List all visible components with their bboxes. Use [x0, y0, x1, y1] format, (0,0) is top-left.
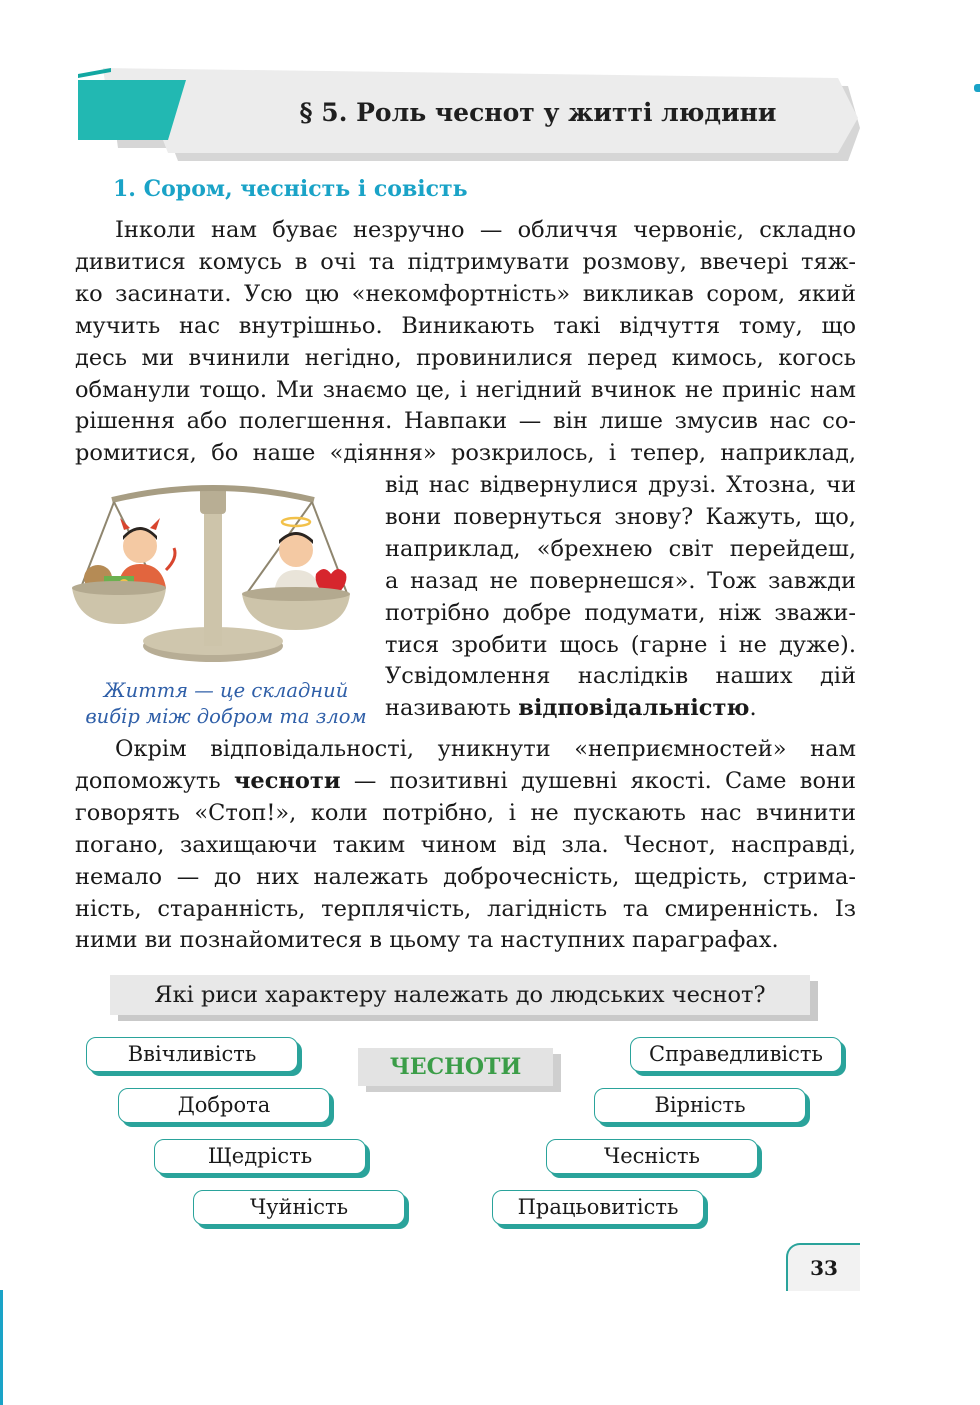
text-line: тися зробити щось (гарне і не дуже). [385, 631, 856, 658]
text-line: десь ми вчинили негідно, провинилися перед кимось, когось [75, 344, 856, 371]
chapter-header [78, 68, 863, 163]
virtue-pill-justice: Справедливість [630, 1037, 842, 1072]
term-virtues: чесноти [233, 767, 341, 794]
virtue-pill-diligence: Працьовитість [492, 1190, 704, 1225]
text-fragment: — позитивні душевні якості. Саме вони [340, 767, 856, 794]
paragraph-1 [75, 215, 856, 470]
text-line [75, 766, 856, 798]
virtue-pill-loyalty: Вірність [594, 1088, 806, 1123]
virtue-pill-kindness: Доброта [118, 1088, 330, 1123]
virtue-pill-generosity: Щедрість [154, 1139, 366, 1174]
text-line: вони повернуться знову? Кажуть, що, [385, 503, 856, 530]
text-line: ність, старанність, терплячість, лагідність та смиренність. Із [75, 895, 856, 922]
text-line: говорять «Стоп!», коли потрібно, і не пускають нас вчинити [75, 799, 856, 826]
text-line: мучить нас внутрішньо. Виникають такі відчуття тому, що [75, 312, 856, 339]
caption-line: Життя — це складний [103, 679, 349, 702]
section-title: 1. Сором, чесність і совість [113, 176, 468, 202]
text-line: наприклад, «брехнею світ перейдеш, [385, 535, 856, 562]
virtue-pill-sensitivity: Чуйність [193, 1190, 405, 1225]
text-line: немало — до них належать доброчесність, щедрість, стрима- [75, 863, 856, 890]
text-line: рішення або полегшення. Навпаки — він лише змусив нас со- [75, 408, 856, 435]
paragraph-1-wrap [385, 470, 856, 725]
scales-illustration [70, 478, 360, 678]
virtues-label: ЧЕСНОТИ [358, 1048, 553, 1086]
text-line: Інколи нам буває незручно — обличчя червоніє, складно [115, 217, 856, 243]
text-line: ко засинати. Усю цю «некомфортність» викликав сором, який [75, 280, 856, 307]
edge-marker [974, 84, 980, 92]
text-fragment: . [749, 695, 757, 722]
text-fragment: називають [385, 695, 519, 722]
text-line: потрібно добре подумати, ніж зважи- [385, 599, 856, 626]
scales-icon [70, 478, 360, 678]
term-responsibility: відповідальністю [518, 695, 750, 722]
caption-line: вибір між добром та злом [85, 705, 367, 728]
chapter-title: § 5. Роль чеснот у житті людини [299, 98, 777, 127]
virtue-pill-politeness: Ввічливість [86, 1037, 298, 1072]
text-line: Усвідомлення наслідків наших дій [385, 663, 856, 690]
page-number: 33 [786, 1243, 860, 1291]
text-line: дивитися комусь в очі та підтримувати розмову, ввечері тяж- [75, 248, 856, 275]
text-line: обманули тощо. Ми знаємо це, і негідний вчинок не приніс нам [75, 376, 856, 403]
text-line: ромитися, бо наше «діяння» розкрилось, і тепер, наприклад, [75, 440, 856, 467]
text-line: Окрім відповідальності, уникнути «неприємностей» нам [115, 736, 856, 762]
virtue-pill-honesty: Чесність [546, 1139, 758, 1174]
text-line: а назад не повернешся». Тож завжди [385, 567, 856, 594]
text-line: погано, захищаючи таким чином від зла. Чеснот, насправді, [75, 831, 856, 858]
paragraph-2 [75, 734, 856, 957]
text-line: ними ви познайомитеся в цьому та наступних параграфах. [75, 927, 779, 954]
text-line: від нас відвернулися друзі. Хтозна, чи [385, 472, 856, 498]
question-box: Які риси характеру належать до людських чеснот? [110, 975, 810, 1015]
edge-marker [0, 1290, 3, 1405]
text-fragment: допоможуть [75, 767, 234, 794]
text-line [385, 693, 856, 725]
illustration-caption [72, 678, 380, 730]
